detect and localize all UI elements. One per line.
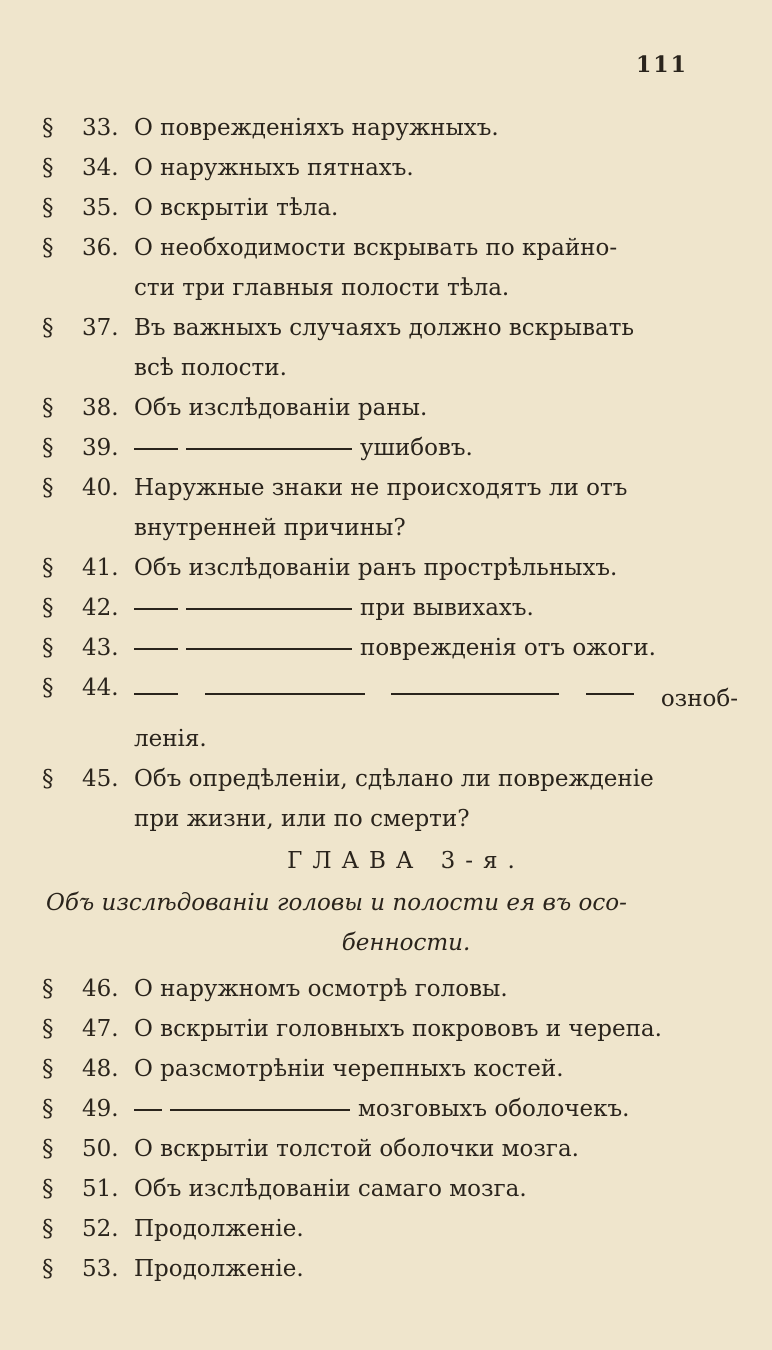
toc-entry-43 bbox=[0, 628, 772, 668]
chapter-heading: ГЛАВА 3-я. bbox=[287, 848, 525, 874]
entry-title: озноб- bbox=[660, 686, 738, 712]
section-number: 40. bbox=[82, 475, 119, 501]
section-number: 42. bbox=[82, 595, 119, 621]
entry-continuation: при жизни, или по смерти? bbox=[134, 806, 470, 832]
entry-title: Объ изслѣдованіи раны. bbox=[134, 395, 428, 421]
section-sign: § bbox=[42, 1096, 54, 1122]
toc-entry-49 bbox=[0, 1089, 772, 1129]
toc-entry-50 bbox=[0, 1129, 772, 1169]
entry-title: О разсмотрѣніи черепныхъ костей. bbox=[134, 1056, 564, 1082]
entry-title: поврежденія отъ ожоги. bbox=[360, 635, 656, 661]
section-number: 44. bbox=[82, 675, 119, 701]
section-sign: § bbox=[42, 195, 54, 221]
toc-entry-44 bbox=[0, 668, 772, 719]
section-sign: § bbox=[42, 155, 54, 181]
section-number: 38. bbox=[82, 395, 119, 421]
chapter-subtitle: Объ изслѣдованіи головы и полости ея въ осо- bbox=[46, 890, 627, 916]
toc-entry-37 bbox=[0, 308, 772, 348]
toc-entry-51 bbox=[0, 1169, 772, 1209]
entry-title: ушибовъ. bbox=[360, 435, 473, 461]
entry-title: при вывихахъ. bbox=[360, 595, 534, 621]
section-sign: § bbox=[42, 1136, 54, 1162]
toc-entry-46 bbox=[0, 969, 772, 1009]
section-sign: § bbox=[42, 1056, 54, 1082]
section-number: 51. bbox=[82, 1176, 119, 1202]
section-sign: § bbox=[42, 675, 54, 701]
toc-entry-52 bbox=[0, 1209, 772, 1249]
toc-entry-53 bbox=[0, 1249, 772, 1289]
section-number: 33. bbox=[82, 115, 119, 141]
entry-title-ditto bbox=[134, 679, 738, 719]
section-sign: § bbox=[42, 315, 54, 341]
section-sign: § bbox=[42, 635, 54, 661]
entry-title: О вскрытіи толстой оболочки мозга. bbox=[134, 1136, 579, 1162]
section-number: 52. bbox=[82, 1216, 119, 1242]
toc-entry-38 bbox=[0, 388, 772, 428]
ditto-dash bbox=[205, 693, 365, 695]
section-number: 36. bbox=[82, 235, 119, 261]
ditto-dash bbox=[391, 693, 559, 695]
chapter-subtitle-continuation: бенности. bbox=[341, 930, 471, 956]
entry-continuation: ленія. bbox=[134, 726, 207, 752]
section-sign: § bbox=[42, 555, 54, 581]
section-number: 45. bbox=[82, 766, 119, 792]
ditto-dash bbox=[186, 448, 352, 450]
toc-entry-39 bbox=[0, 428, 772, 468]
table-of-contents bbox=[0, 108, 772, 1289]
entry-title: Продолженіе. bbox=[134, 1216, 304, 1242]
toc-entry-45 bbox=[0, 759, 772, 799]
section-sign: § bbox=[42, 595, 54, 621]
section-number: 47. bbox=[82, 1016, 119, 1042]
section-number: 46. bbox=[82, 976, 119, 1002]
ditto-dash bbox=[586, 693, 634, 695]
section-sign: § bbox=[42, 766, 54, 792]
ditto-dash bbox=[134, 608, 178, 610]
entry-continuation: сти три главныя полости тѣла. bbox=[134, 275, 510, 301]
section-number: 37. bbox=[82, 315, 119, 341]
section-sign: § bbox=[42, 1016, 54, 1042]
toc-entry-40 bbox=[0, 468, 772, 508]
toc-entry-35 bbox=[0, 188, 772, 228]
section-number: 50. bbox=[82, 1136, 119, 1162]
section-sign: § bbox=[42, 976, 54, 1002]
section-number: 49. bbox=[82, 1096, 119, 1122]
entry-title: О наружномъ осмотрѣ головы. bbox=[134, 976, 508, 1002]
entry-title-ditto bbox=[134, 588, 738, 628]
toc-entry-33 bbox=[0, 108, 772, 148]
entry-title: Объ опредѣленіи, сдѣлано ли поврежденіе bbox=[134, 766, 654, 792]
toc-entry-48 bbox=[0, 1049, 772, 1089]
section-number: 34. bbox=[82, 155, 119, 181]
page-number: 111 bbox=[636, 52, 688, 78]
section-number: 39. bbox=[82, 435, 119, 461]
entry-title: Въ важныхъ случаяхъ должно вскрывать bbox=[134, 315, 634, 341]
entry-title: О вскрытіи головныхъ покрововъ и черепа. bbox=[134, 1016, 662, 1042]
entry-title: мозговыхъ оболочекъ. bbox=[358, 1096, 630, 1122]
ditto-dash bbox=[134, 448, 178, 450]
entry-title-ditto bbox=[134, 1089, 738, 1129]
toc-entry-34 bbox=[0, 148, 772, 188]
section-sign: § bbox=[42, 115, 54, 141]
entry-title: Объ изслѣдованіи самаго мозга. bbox=[134, 1176, 527, 1202]
entry-title-ditto bbox=[134, 428, 738, 468]
ditto-dash bbox=[134, 1109, 162, 1111]
section-sign: § bbox=[42, 235, 54, 261]
entry-title: О наружныхъ пятнахъ. bbox=[134, 155, 414, 181]
entry-title: О вскрытіи тѣла. bbox=[134, 195, 339, 221]
entry-title: О необходимости вскрывать по крайно- bbox=[134, 235, 618, 261]
toc-entry-42 bbox=[0, 588, 772, 628]
section-sign: § bbox=[42, 1216, 54, 1242]
ditto-dash bbox=[186, 648, 352, 650]
entry-continuation: внутренней причины? bbox=[134, 515, 406, 541]
ditto-dash bbox=[170, 1109, 350, 1111]
section-number: 48. bbox=[82, 1056, 119, 1082]
section-number: 53. bbox=[82, 1256, 119, 1282]
section-sign: § bbox=[42, 435, 54, 461]
section-number: 43. bbox=[82, 635, 119, 661]
section-sign: § bbox=[42, 1256, 54, 1282]
entry-title: Наружные знаки не происходятъ ли отъ bbox=[134, 475, 628, 501]
section-sign: § bbox=[42, 395, 54, 421]
section-sign: § bbox=[42, 475, 54, 501]
toc-entry-47 bbox=[0, 1009, 772, 1049]
entry-title-ditto bbox=[134, 628, 738, 668]
section-number: 41. bbox=[82, 555, 119, 581]
entry-title: Объ изслѣдованіи ранъ прострѣльныхъ. bbox=[134, 555, 618, 581]
entry-continuation: всѣ полости. bbox=[134, 355, 287, 381]
toc-entry-41 bbox=[0, 548, 772, 588]
ditto-dash bbox=[134, 648, 178, 650]
ditto-dash bbox=[134, 693, 178, 695]
entry-title: О поврежденіяхъ наружныхъ. bbox=[134, 115, 499, 141]
ditto-dash bbox=[186, 608, 352, 610]
section-number: 35. bbox=[82, 195, 119, 221]
toc-entry-36 bbox=[0, 228, 772, 268]
entry-title: Продолженіе. bbox=[134, 1256, 304, 1282]
section-sign: § bbox=[42, 1176, 54, 1202]
